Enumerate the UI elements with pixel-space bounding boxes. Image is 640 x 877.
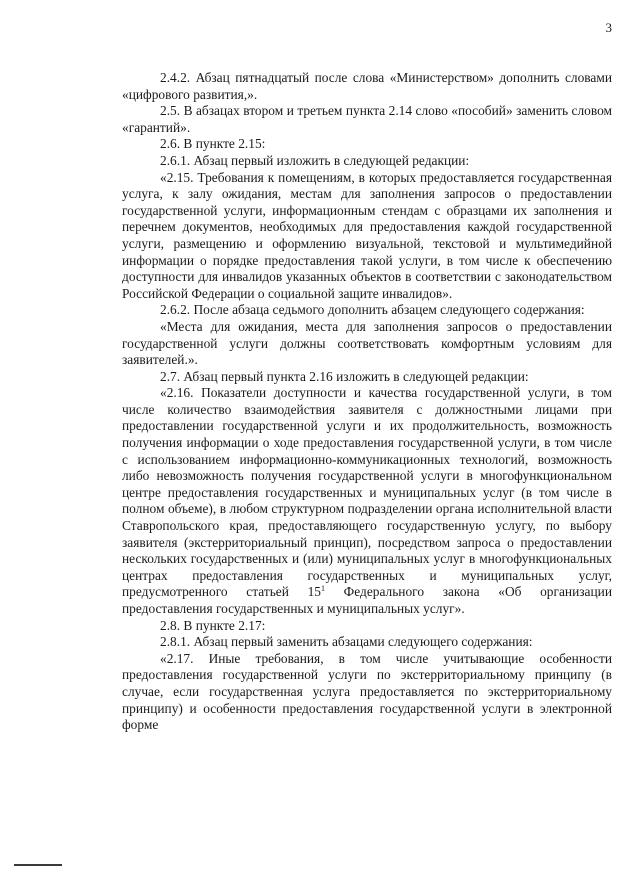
paragraph-quote-2-16-text: «2.16. Показатели доступности и качества государственной услуги, в том числе количество взаимодействия заявителя с должностными лицами при предоставлении государственной услуги и их продолжительность, возможность получения информации о ходе предоставления государственной услуги, в том числе с использованием информационно-коммуникационных технологий, возможность либо невозможность получения государственной услуги в многофункциональном центре предоставления государственных и муниципальных услуг (в том числе в полном объеме), в любом структурном подразделении органа исполнительной власти Ставропольского края, предоставляющего государственную услугу, по выбору заявителя (экстерриториальный принцип), посредством запроса о предоставлении нескольких государственных и (или) муниципальных услуг в многофункциональных центрах предоставления государственных и муниципальных услуг, предусмотренного статьей 15: [122, 385, 612, 600]
paragraph-quote-2-16-tail: Федерального закона «Об организации предоставления государственных и муниципальных услуг».: [122, 584, 612, 616]
paragraph-quote-waiting-places: «Места для ожидания, места для заполнения запросов о предоставлении государственной услуги должны соответствовать комфортным условиям для заявителей.».: [122, 318, 612, 368]
paragraph-2-6: 2.6. В пункте 2.15:: [160, 136, 266, 152]
paragraph-2-4-2: 2.4.2. Абзац пятнадцатый после слова «Министерством» дополнить словами «цифрового развития,».: [122, 70, 612, 102]
article-superscript: 1: [320, 584, 325, 594]
paragraph-quote-2-15: «2.15. Требования к помещениям, в которых предоставляется государственная услуга, к залу ожидания, местам для заполнения запросов о предоставлении государственной услуги, информационным стендам с образцами их заполнения и перечнем документов, необходимых для предоставления каждой государственной услуги, размещению и оформлению визуальной, текстовой и мультимедийной информации о порядке предоставления такой услуги, в том числе к обеспечению доступности для инвалидов указанных объектов в соответствии с законодательством Российской Федерации о социальной защите инвалидов».: [122, 169, 612, 301]
footer-faint-mark: [66, 858, 100, 866]
paragraph-quote-2-17: «2.17. Иные требования, в том числе учитывающие особенности предоставления государственной услуги по экстерриториальному принципу (в случае, если государственная услуга предоставляется по экстерриториальному принципу) и особенности предоставления государственной услуги в электронной форме: [122, 650, 612, 733]
paragraph-2-8: 2.8. В пункте 2.17:: [160, 617, 266, 633]
footer-rule: [14, 864, 62, 866]
document-body: [122, 70, 612, 734]
page-number: 3: [605, 20, 612, 35]
paragraph-2-5: 2.5. В абзацах втором и третьем пункта 2.14 слово «пособий» заменить словом «гарантий».: [122, 103, 612, 135]
paragraph-quote-2-16: [122, 385, 612, 617]
paragraph-2-6-2: 2.6.2. После абзаца седьмого дополнить абзацем следующего содержания:: [160, 302, 585, 318]
paragraph-2-6-1: 2.6.1. Абзац первый изложить в следующей редакции:: [160, 152, 470, 168]
paragraph-2-7: 2.7. Абзац первый пункта 2.16 изложить в следующей редакции:: [160, 368, 529, 384]
paragraph-2-8-1: 2.8.1. Абзац первый заменить абзацами следующего содержания:: [160, 634, 533, 650]
